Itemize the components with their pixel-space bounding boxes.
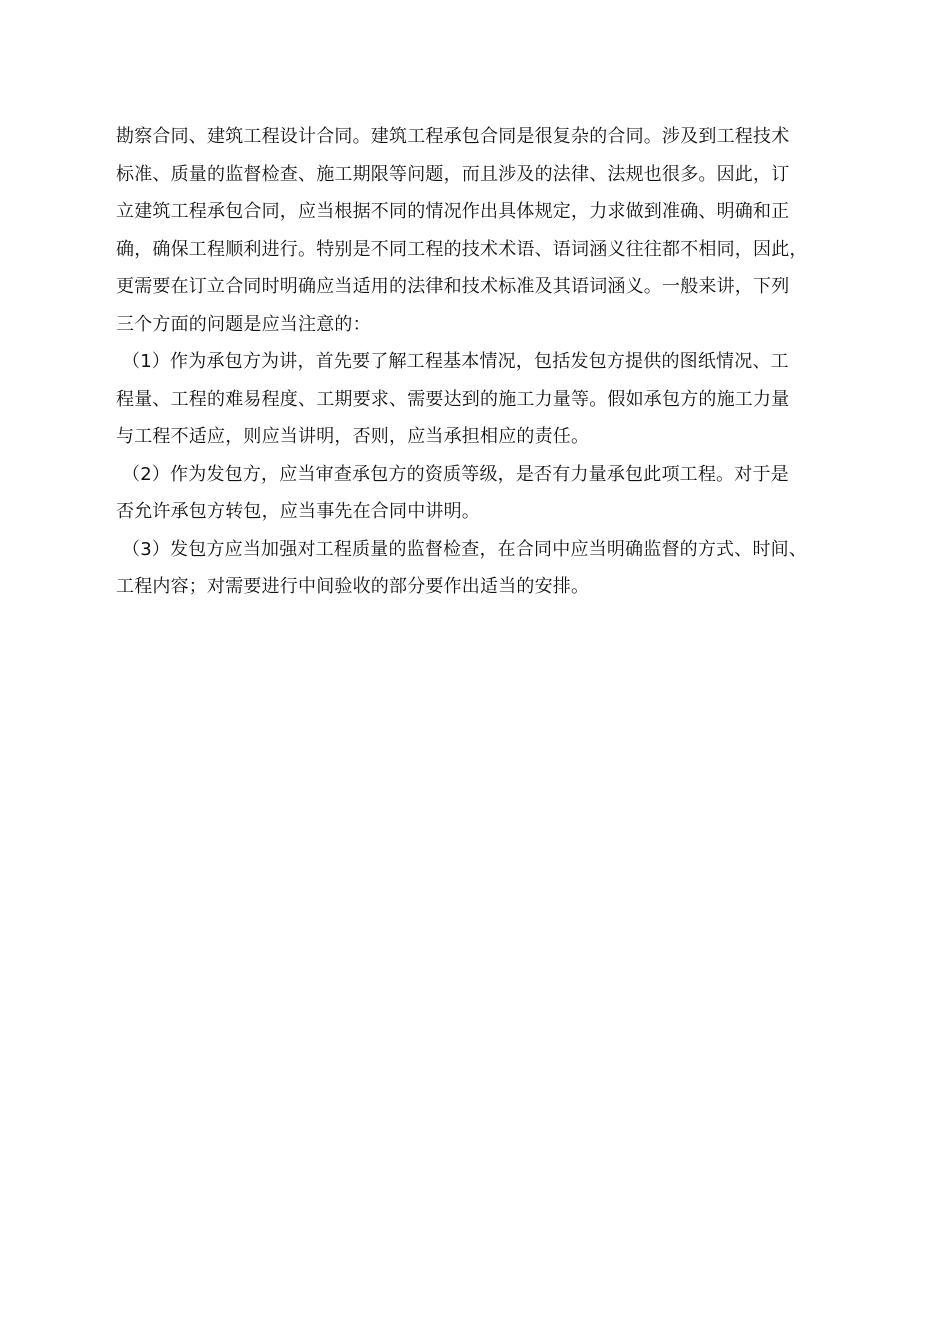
text-line: 立建筑工程承包合同，应当根据不同的情况作出具体规定，力求做到准确、明确和正 bbox=[116, 201, 790, 222]
text-line: 程量、工程的难易程度、工期要求、需要达到的施工力量等。假如承包方的施工力量 bbox=[116, 388, 790, 410]
text-line: 否允许承包方转包，应当事先在合同中讲明。 bbox=[116, 501, 480, 522]
list-item-2-line: （2）作为发包方，应当审查承包方的资质等级，是否有力量承包此项工程。对于是 bbox=[122, 463, 789, 485]
list-item-3-line: （3）发包方应当加强对工程质量的监督检查，在合同中应当明确监督的方式、时间、 bbox=[122, 538, 808, 560]
text-line: 三个方面的问题是应当注意的： bbox=[116, 313, 371, 335]
document-body bbox=[116, 118, 846, 606]
text-line: 标准、质量的监督检查、施工期限等问题，而且涉及的法律、法规也很多。因此，订 bbox=[116, 163, 790, 185]
text-line: 更需要在订立合同时明确应当适用的法律和技术标准及其语词涵义。一般来讲，下列 bbox=[116, 276, 790, 297]
list-item-1-line: （1）作为承包方为讲，首先要了解工程基本情况，包括发包方提供的图纸情况、工 bbox=[122, 351, 789, 372]
text-line: 与工程不适应，则应当讲明，否则，应当承担相应的责任。 bbox=[116, 426, 590, 447]
text-line: 确，确保工程顺利进行。特别是不同工程的技术术语、语词涵义往往都不相同，因此， bbox=[116, 238, 808, 260]
text-line: 勘察合同、建筑工程设计合同。建筑工程承包合同是很复杂的合同。涉及到工程技术 bbox=[116, 126, 790, 147]
text-line: 工程内容；对需要进行中间验收的部分要作出适当的安排。 bbox=[116, 576, 590, 597]
